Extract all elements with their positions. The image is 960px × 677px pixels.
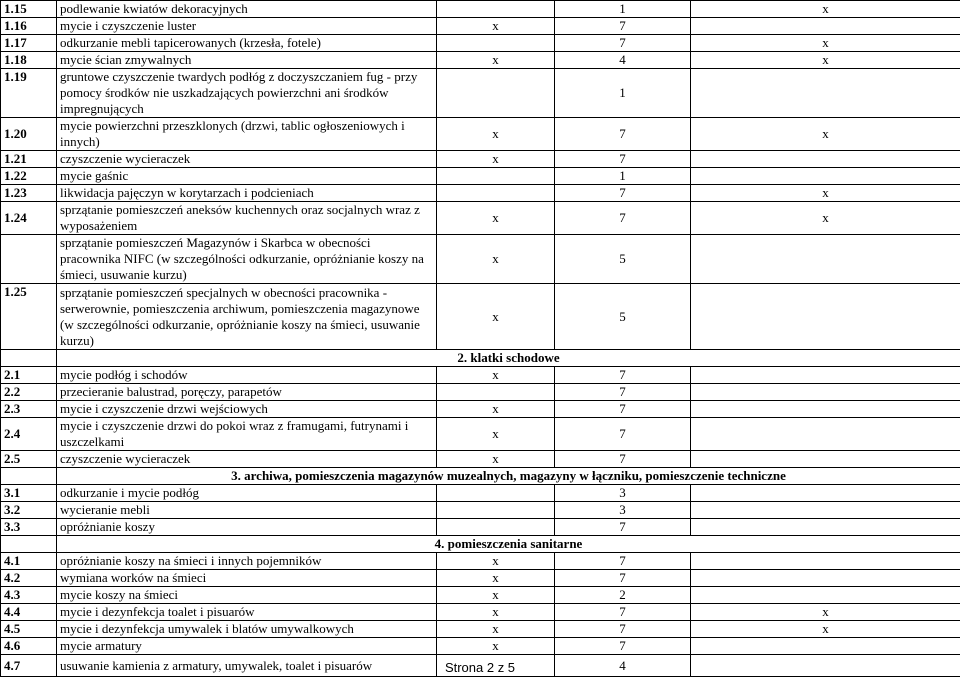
table-row xyxy=(1,418,960,451)
marker-cell: x xyxy=(437,638,555,655)
frequency-cell: 7 xyxy=(555,367,691,384)
section-title: 4. pomieszczenia sanitarne xyxy=(57,536,960,553)
marker-cell xyxy=(691,284,960,350)
table-row xyxy=(1,168,960,185)
item-number: 1.17 xyxy=(1,35,57,52)
marker-cell xyxy=(691,519,960,536)
section-spacer xyxy=(1,350,57,367)
frequency-cell: 7 xyxy=(555,519,691,536)
item-number: 3.1 xyxy=(1,485,57,502)
marker-cell xyxy=(691,367,960,384)
item-number: 2.5 xyxy=(1,451,57,468)
marker-cell xyxy=(437,519,555,536)
item-number: 4.1 xyxy=(1,553,57,570)
item-number: 1.23 xyxy=(1,185,57,202)
frequency-cell: 7 xyxy=(555,118,691,151)
table-row xyxy=(1,235,960,284)
page-footer: Strona 2 z 5 xyxy=(0,660,960,675)
item-number: 1.18 xyxy=(1,52,57,69)
marker-cell: x xyxy=(691,52,960,69)
frequency-cell: 7 xyxy=(555,185,691,202)
marker-cell: x xyxy=(437,604,555,621)
item-description: sprzątanie pomieszczeń Magazynów i Skarbca w obecności pracownika NIFC (w szczególności odkurzanie, opróżnianie koszy na śmieci, usuwanie kurzu) xyxy=(57,235,437,284)
frequency-cell: 7 xyxy=(555,202,691,235)
marker-cell: x xyxy=(437,570,555,587)
frequency-cell: 7 xyxy=(555,151,691,168)
marker-cell: x xyxy=(691,202,960,235)
table-row xyxy=(1,118,960,151)
item-number: 2.2 xyxy=(1,384,57,401)
frequency-cell: 5 xyxy=(555,284,691,350)
table-row xyxy=(1,18,960,35)
frequency-cell: 4 xyxy=(555,655,691,677)
item-description: mycie i dezynfekcja toalet i pisuarów xyxy=(57,604,437,621)
item-number: 4.4 xyxy=(1,604,57,621)
frequency-cell: 4 xyxy=(555,52,691,69)
marker-cell: x xyxy=(437,202,555,235)
item-number: 1.25 xyxy=(1,284,57,350)
marker-cell xyxy=(437,384,555,401)
item-description: likwidacja pajęczyn w korytarzach i podcieniach xyxy=(57,185,437,202)
item-description: opróżnianie koszy xyxy=(57,519,437,536)
table-row xyxy=(1,570,960,587)
marker-cell: x xyxy=(691,604,960,621)
item-number: 1.21 xyxy=(1,151,57,168)
item-description: odkurzanie i mycie podłóg xyxy=(57,485,437,502)
table-row xyxy=(1,202,960,235)
marker-cell xyxy=(691,168,960,185)
item-number: 1.20 xyxy=(1,118,57,151)
section-header-row xyxy=(1,350,960,367)
item-description: sprzątanie pomieszczeń aneksów kuchennych oraz socjalnych wraz z wyposażeniem xyxy=(57,202,437,235)
table-row xyxy=(1,401,960,418)
item-description: gruntowe czyszczenie twardych podłóg z doczyszczaniem fug - przy pomocy środków nie uszkadzających powierzchni ani środków impregnujących xyxy=(57,69,437,118)
table-row xyxy=(1,1,960,18)
table-row xyxy=(1,621,960,638)
marker-cell: x xyxy=(437,52,555,69)
section-title: 3. archiwa, pomieszczenia magazynów muzealnych, magazyny w łączniku, pomieszczenie techniczne xyxy=(57,468,960,485)
item-number: 4.5 xyxy=(1,621,57,638)
marker-cell: x xyxy=(691,185,960,202)
table-row xyxy=(1,638,960,655)
frequency-cell: 7 xyxy=(555,604,691,621)
marker-cell: x xyxy=(691,1,960,18)
item-description: mycie koszy na śmieci xyxy=(57,587,437,604)
item-description: mycie armatury xyxy=(57,638,437,655)
table-row xyxy=(1,35,960,52)
item-description: odkurzanie mebli tapicerowanych (krzesła, fotele) xyxy=(57,35,437,52)
frequency-cell: 1 xyxy=(555,69,691,118)
item-description: wymiana worków na śmieci xyxy=(57,570,437,587)
marker-cell: x xyxy=(437,587,555,604)
item-number: 1.24 xyxy=(1,202,57,235)
marker-cell xyxy=(437,35,555,52)
frequency-cell: 1 xyxy=(555,1,691,18)
marker-cell xyxy=(437,185,555,202)
marker-cell xyxy=(691,570,960,587)
section-spacer xyxy=(1,468,57,485)
table-row xyxy=(1,604,960,621)
table-row xyxy=(1,151,960,168)
frequency-cell: 7 xyxy=(555,418,691,451)
marker-cell: x xyxy=(437,367,555,384)
table-row xyxy=(1,384,960,401)
marker-cell xyxy=(691,235,960,284)
item-description: czyszczenie wycieraczek xyxy=(57,451,437,468)
marker-cell xyxy=(691,553,960,570)
frequency-cell: 7 xyxy=(555,35,691,52)
item-number: 2.1 xyxy=(1,367,57,384)
table-row xyxy=(1,519,960,536)
marker-cell xyxy=(691,18,960,35)
marker-cell xyxy=(691,401,960,418)
item-number: 4.6 xyxy=(1,638,57,655)
frequency-cell: 7 xyxy=(555,18,691,35)
frequency-cell: 7 xyxy=(555,621,691,638)
frequency-cell: 2 xyxy=(555,587,691,604)
marker-cell: x xyxy=(437,18,555,35)
table-row xyxy=(1,553,960,570)
marker-cell: x xyxy=(437,418,555,451)
marker-cell: x xyxy=(437,553,555,570)
marker-cell xyxy=(691,587,960,604)
marker-cell xyxy=(691,418,960,451)
item-description: usuwanie kamienia z armatury, umywalek, toalet i pisuarów xyxy=(57,655,437,677)
table-row xyxy=(1,185,960,202)
marker-cell xyxy=(437,502,555,519)
marker-cell xyxy=(691,638,960,655)
item-number: 1.19 xyxy=(1,69,57,118)
table-row xyxy=(1,451,960,468)
item-number: 3.2 xyxy=(1,502,57,519)
marker-cell xyxy=(437,485,555,502)
marker-cell xyxy=(691,502,960,519)
table-row xyxy=(1,284,960,350)
item-number: 4.7 xyxy=(1,655,57,677)
frequency-cell: 3 xyxy=(555,485,691,502)
item-description: podlewanie kwiatów dekoracyjnych xyxy=(57,1,437,18)
table-row xyxy=(1,52,960,69)
table-row xyxy=(1,367,960,384)
item-number: 2.3 xyxy=(1,401,57,418)
marker-cell xyxy=(691,451,960,468)
frequency-cell: 7 xyxy=(555,553,691,570)
item-number: 4.3 xyxy=(1,587,57,604)
table-row xyxy=(1,485,960,502)
frequency-cell: 7 xyxy=(555,384,691,401)
marker-cell xyxy=(691,69,960,118)
marker-cell: x xyxy=(437,151,555,168)
marker-cell xyxy=(691,485,960,502)
section-header-row xyxy=(1,468,960,485)
marker-cell xyxy=(437,69,555,118)
table-row xyxy=(1,69,960,118)
item-number: 1.22 xyxy=(1,168,57,185)
item-description: mycie i czyszczenie drzwi wejściowych xyxy=(57,401,437,418)
item-description: mycie i dezynfekcja umywalek i blatów umywalkowych xyxy=(57,621,437,638)
frequency-cell: 7 xyxy=(555,638,691,655)
frequency-cell: 7 xyxy=(555,401,691,418)
frequency-cell: 3 xyxy=(555,502,691,519)
marker-cell: x xyxy=(437,118,555,151)
item-description: wycieranie mebli xyxy=(57,502,437,519)
marker-cell: x xyxy=(437,235,555,284)
marker-cell: x xyxy=(691,621,960,638)
frequency-cell: 7 xyxy=(555,570,691,587)
item-description: czyszczenie wycieraczek xyxy=(57,151,437,168)
item-number xyxy=(1,235,57,284)
marker-cell: x xyxy=(691,35,960,52)
item-number: 1.15 xyxy=(1,1,57,18)
section-spacer xyxy=(1,536,57,553)
item-description: mycie i czyszczenie drzwi do pokoi wraz z framugami, futrynami i uszczelkami xyxy=(57,418,437,451)
item-number: 1.16 xyxy=(1,18,57,35)
table-row xyxy=(1,502,960,519)
marker-cell xyxy=(437,168,555,185)
item-description: przecieranie balustrad, poręczy, parapetów xyxy=(57,384,437,401)
marker-cell: x xyxy=(437,451,555,468)
marker-cell xyxy=(437,1,555,18)
table-row xyxy=(1,587,960,604)
section-title: 2. klatki schodowe xyxy=(57,350,960,367)
item-description: opróżnianie koszy na śmieci i innych pojemników xyxy=(57,553,437,570)
marker-cell: x xyxy=(437,621,555,638)
frequency-cell: 7 xyxy=(555,451,691,468)
frequency-cell: 1 xyxy=(555,168,691,185)
item-description: mycie i czyszczenie luster xyxy=(57,18,437,35)
marker-cell: x xyxy=(691,118,960,151)
marker-cell: x xyxy=(437,401,555,418)
marker-cell: x xyxy=(437,284,555,350)
item-description: mycie podłóg i schodów xyxy=(57,367,437,384)
item-number: 4.2 xyxy=(1,570,57,587)
marker-cell xyxy=(691,151,960,168)
frequency-cell: 5 xyxy=(555,235,691,284)
item-description: mycie ścian zmywalnych xyxy=(57,52,437,69)
item-description: sprzątanie pomieszczeń specjalnych w obecności pracownika - serwerownie, pomieszczenia archiwum, pomieszczenia magazynowe (w szczególności odkurzanie, opróżnianie koszy na śmieci, usuwanie kurzu) xyxy=(57,284,437,350)
item-number: 2.4 xyxy=(1,418,57,451)
item-description: mycie powierzchni przeszklonych (drzwi, tablic ogłoszeniowych i innych) xyxy=(57,118,437,151)
item-number: 3.3 xyxy=(1,519,57,536)
item-description: mycie gaśnic xyxy=(57,168,437,185)
section-header-row xyxy=(1,536,960,553)
marker-cell xyxy=(691,384,960,401)
